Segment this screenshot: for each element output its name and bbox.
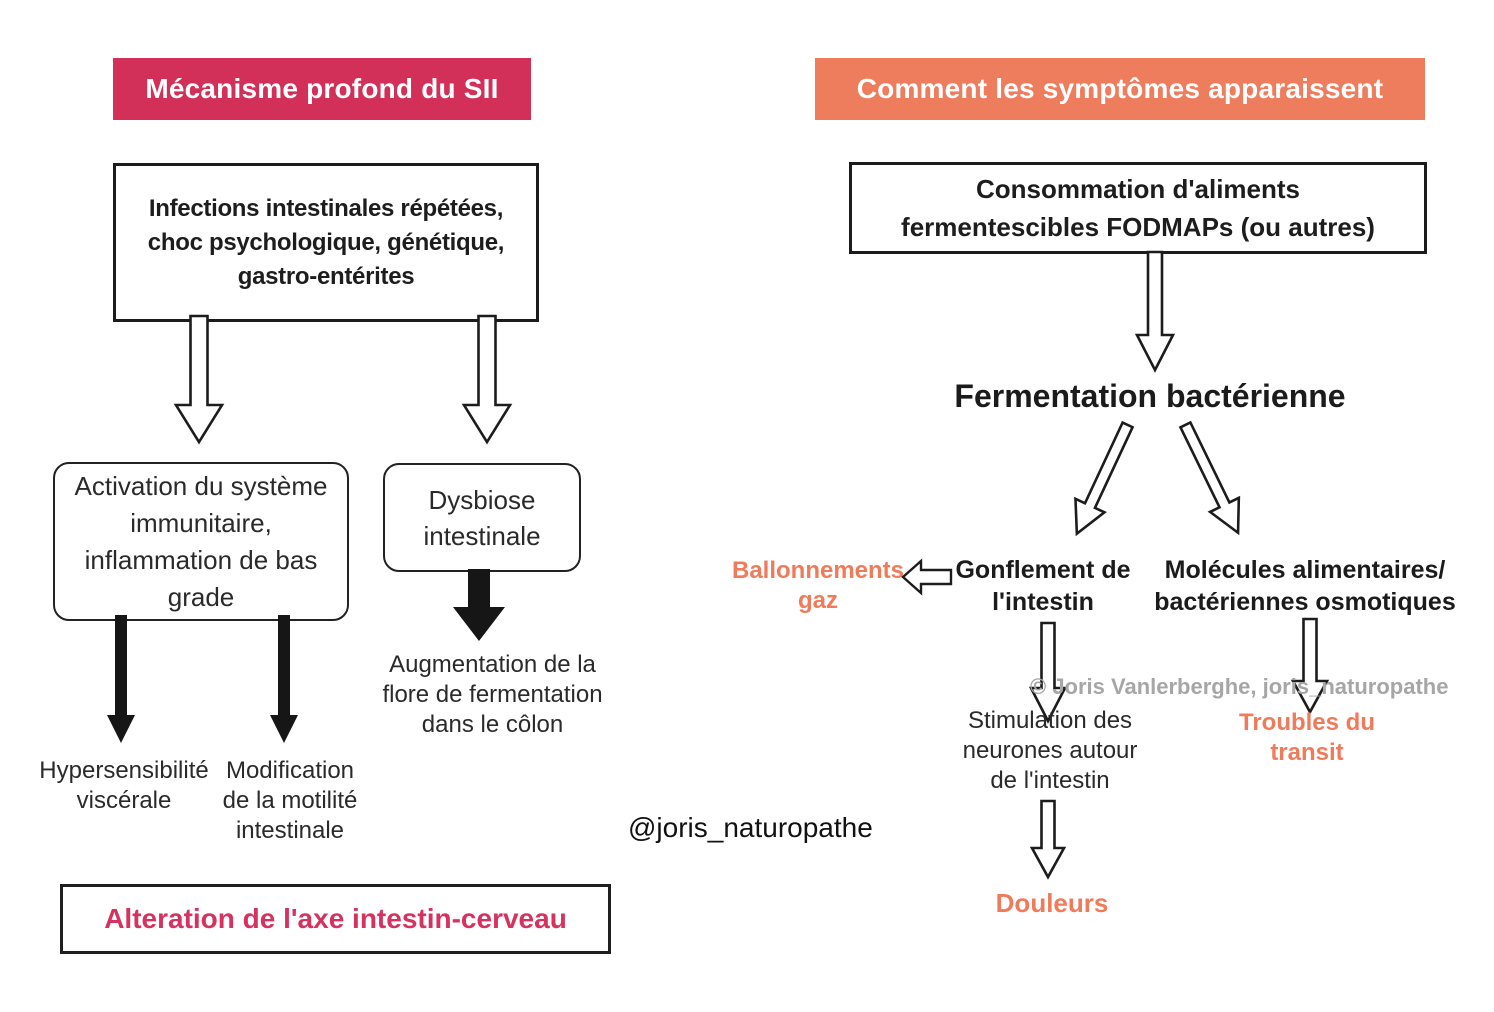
diagonal-left-arrow-outline-icon [1060, 416, 1144, 542]
immune-line: Activation du système [74, 470, 328, 501]
causes-line: choc psychologique, génétique, [147, 228, 505, 256]
dysbiosis-box [383, 463, 581, 572]
flora-increase-label [375, 650, 610, 740]
handle-text: @joris_naturopathe [628, 812, 873, 843]
copyright-watermark [1030, 674, 1448, 700]
molecules-line: Molécules alimentaires/ [1164, 556, 1446, 584]
motility-line: intestinale [235, 817, 345, 844]
immune-line: immunitaire, [130, 507, 272, 538]
transit-line: transit [1270, 739, 1344, 766]
outcome-label: Alteration de l'axe intestin-cerveau [104, 903, 567, 934]
bloating-label [728, 556, 908, 616]
stimulation-label [950, 706, 1150, 796]
down-arrow-solid-icon [453, 569, 505, 641]
motility-line: de la motilité [222, 787, 358, 814]
transit-trouble-label [1227, 708, 1387, 768]
flora-line: dans le côlon [421, 711, 564, 738]
stimulation-line: Stimulation des [967, 707, 1133, 734]
causes-line: gastro-entérites [237, 262, 415, 290]
down-arrow-outline-icon [175, 315, 223, 443]
left-header-label: Mécanisme profond du SII [145, 73, 499, 104]
immune-line: grade [167, 581, 235, 612]
down-arrow-outline-icon [1136, 251, 1174, 371]
swelling-line: l'intestin [992, 588, 1094, 616]
left-column-header [113, 58, 531, 120]
dysbiosis-line: Dysbiose [428, 484, 536, 515]
bloating-line: gaz [797, 587, 838, 614]
consumption-line: Consommation d'aliments [976, 174, 1300, 204]
motility-line: Modification [225, 757, 355, 784]
immune-line: inflammation de bas [84, 544, 318, 575]
hypersensitivity-line: Hypersensibilité [39, 757, 209, 784]
hypersensitivity-label [24, 756, 224, 816]
diagonal-right-arrow-outline-icon [1169, 416, 1255, 541]
right-column-header [815, 58, 1425, 120]
flora-line: Augmentation de la [389, 651, 596, 678]
right-header-label: Comment les symptômes apparaissent [856, 73, 1384, 104]
pain-label [972, 888, 1132, 918]
swelling-label [943, 554, 1143, 618]
transit-line: Troubles du [1238, 709, 1375, 736]
consumption-box [849, 162, 1427, 254]
molecules-line: bactériennes osmotiques [1154, 588, 1456, 616]
causes-line: Infections intestinales répétées, [148, 194, 504, 222]
outcome-box [60, 884, 611, 954]
down-arrow-outline-icon [1029, 800, 1067, 878]
down-arrow-solid-icon [269, 615, 299, 743]
fermentation-text: Fermentation bactérienne [954, 378, 1346, 414]
pain-text: Douleurs [995, 888, 1109, 918]
molecules-label [1145, 554, 1465, 618]
fermentation-label [920, 378, 1380, 415]
hypersensitivity-line: viscérale [76, 787, 172, 814]
bloating-line: Ballonnements [731, 557, 905, 584]
stimulation-line: de l'intestin [990, 767, 1110, 794]
watermark-text: © Joris Vanlerberghe, joris_naturopathe [1030, 674, 1449, 699]
consumption-line: fermentescibles FODMAPs (ou autres) [901, 212, 1375, 242]
swelling-line: Gonflement de [955, 556, 1131, 584]
stimulation-line: neurones autour [962, 737, 1138, 764]
down-arrow-solid-icon [106, 615, 136, 743]
motility-label [210, 756, 370, 846]
dysbiosis-line: intestinale [423, 520, 541, 551]
instagram-handle [628, 812, 873, 844]
causes-box [113, 163, 539, 322]
flora-line: flore de fermentation [382, 681, 603, 708]
down-arrow-outline-icon [463, 315, 511, 443]
immune-activation-box [53, 462, 349, 621]
